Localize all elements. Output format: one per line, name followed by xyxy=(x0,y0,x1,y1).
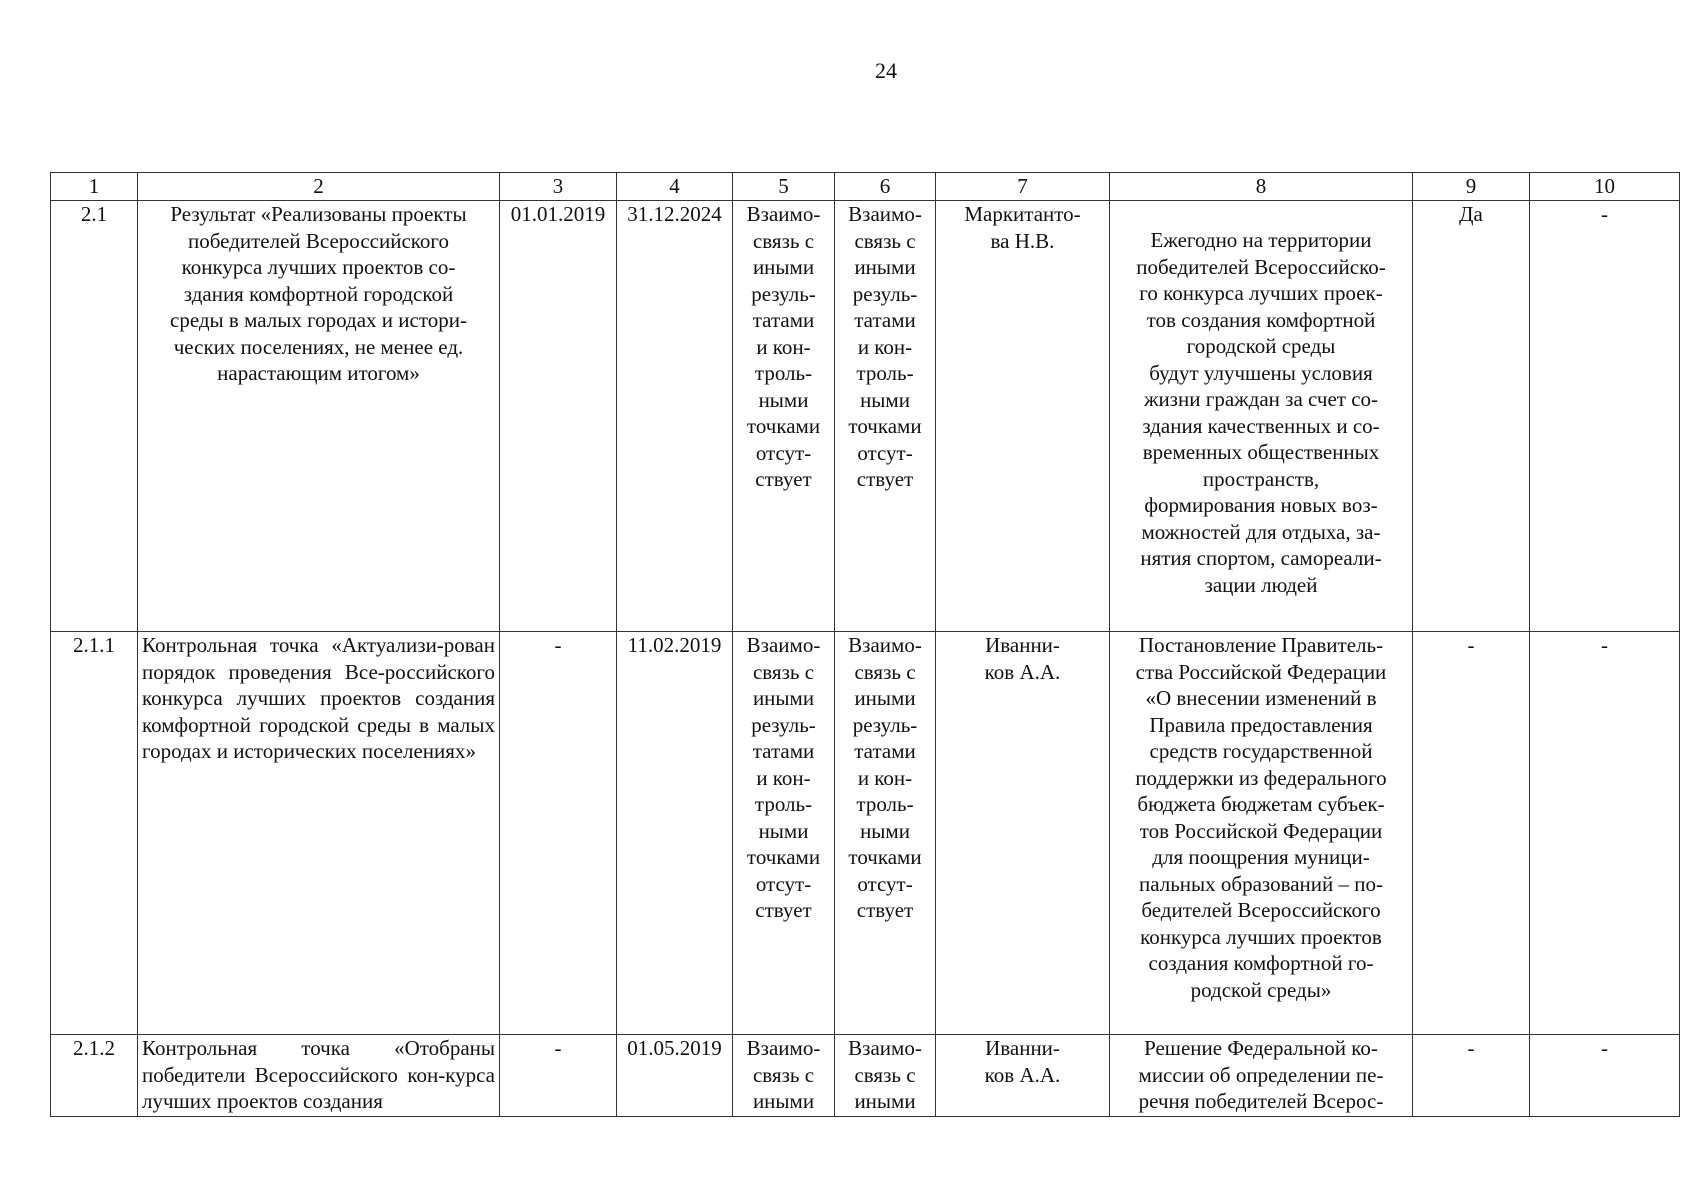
responsible-person: Иванни- ков А.А. xyxy=(936,1035,1110,1117)
relation-cell: Взаимо- связь с иными резуль- татами и кон- троль- ными точками отсут- ствует xyxy=(733,201,835,632)
row-name: Результат «Реализованы проекты победителей Всероссийского конкурса лучших проектов со- здания комфортной городской среды в малых городах и истори- ческих поселениях, не менее ед. нарастающим итогом» xyxy=(138,201,500,632)
header-cell: 6 xyxy=(835,173,936,201)
result-cell xyxy=(1110,201,1413,632)
responsible-person: Иванни- ков А.А. xyxy=(936,632,1110,1035)
table-row xyxy=(51,632,1680,1035)
row-number: 2.1.1 xyxy=(51,632,138,1035)
result-text: Ежегодно на территории победителей Всероссийско- го конкурса лучших проек- тов создания комфортной городской среды будут улучшены условия жизни граждан за счет со- здания качественных и со- временных общественных пространств, формирования новых воз- можностей для отдыха, за- нятия спортом, самореали- зации людей xyxy=(1136,228,1386,597)
col10-cell: - xyxy=(1530,632,1680,1035)
col9-cell: Да xyxy=(1413,201,1530,632)
relation-cell: Взаимо- связь с иными резуль- татами и кон- троль- ными точками отсут- ствует xyxy=(733,632,835,1035)
relation-cell: Взаимо- связь с иными резуль- татами и кон- троль- ными точками отсут- ствует xyxy=(835,632,936,1035)
end-date: 01.05.2019 xyxy=(617,1035,733,1117)
relation-cell: Взаимо- связь с иными xyxy=(733,1035,835,1117)
table-header-row xyxy=(51,173,1680,201)
row-name: Контрольная точка «Отобраны победители Всероссийского кон-курса лучших проектов создания xyxy=(138,1035,500,1117)
start-date: - xyxy=(500,1035,617,1117)
row-number: 2.1 xyxy=(51,201,138,632)
header-cell: 1 xyxy=(51,173,138,201)
plan-table xyxy=(50,172,1680,1117)
responsible-person: Маркитанто- ва Н.В. xyxy=(936,201,1110,632)
col10-cell: - xyxy=(1530,201,1680,632)
header-cell: 3 xyxy=(500,173,617,201)
end-date: 11.02.2019 xyxy=(617,632,733,1035)
result-cell: Решение Федеральной ко- миссии об определении пе- речня победителей Всерос- xyxy=(1110,1035,1413,1117)
header-cell: 4 xyxy=(617,173,733,201)
header-cell: 9 xyxy=(1413,173,1530,201)
col10-cell: - xyxy=(1530,1035,1680,1117)
header-cell: 7 xyxy=(936,173,1110,201)
table-row xyxy=(51,1035,1680,1117)
page-number: 24 xyxy=(875,58,897,83)
start-date: 01.01.2019 xyxy=(500,201,617,632)
row-name: Контрольная точка «Актуализи-рован порядок проведения Все-российского конкурса лучших проектов создания комфортной городской среды в малых городах и исторических поселениях» xyxy=(138,632,500,1035)
row-number: 2.1.2 xyxy=(51,1035,138,1117)
header-cell: 10 xyxy=(1530,173,1680,201)
col9-cell: - xyxy=(1413,1035,1530,1117)
header-cell: 2 xyxy=(138,173,500,201)
result-cell: Постановление Правитель- ства Российской Федерации «О внесении изменений в Правила предоставления средств государственной поддержки из федерального бюджета бюджетам субъек- тов Российской Федерации для поощрения муници- пальных образований – по- бедителей Всероссийского конкурса лучших проектов создания комфортной го- родской среды» xyxy=(1110,632,1413,1035)
start-date: - xyxy=(500,632,617,1035)
relation-cell: Взаимо- связь с иными резуль- татами и кон- троль- ными точками отсут- ствует xyxy=(835,201,936,632)
header-cell: 8 xyxy=(1110,173,1413,201)
relation-cell: Взаимо- связь с иными xyxy=(835,1035,936,1117)
table-row xyxy=(51,201,1680,632)
end-date: 31.12.2024 xyxy=(617,201,733,632)
col9-cell: - xyxy=(1413,632,1530,1035)
header-cell: 5 xyxy=(733,173,835,201)
